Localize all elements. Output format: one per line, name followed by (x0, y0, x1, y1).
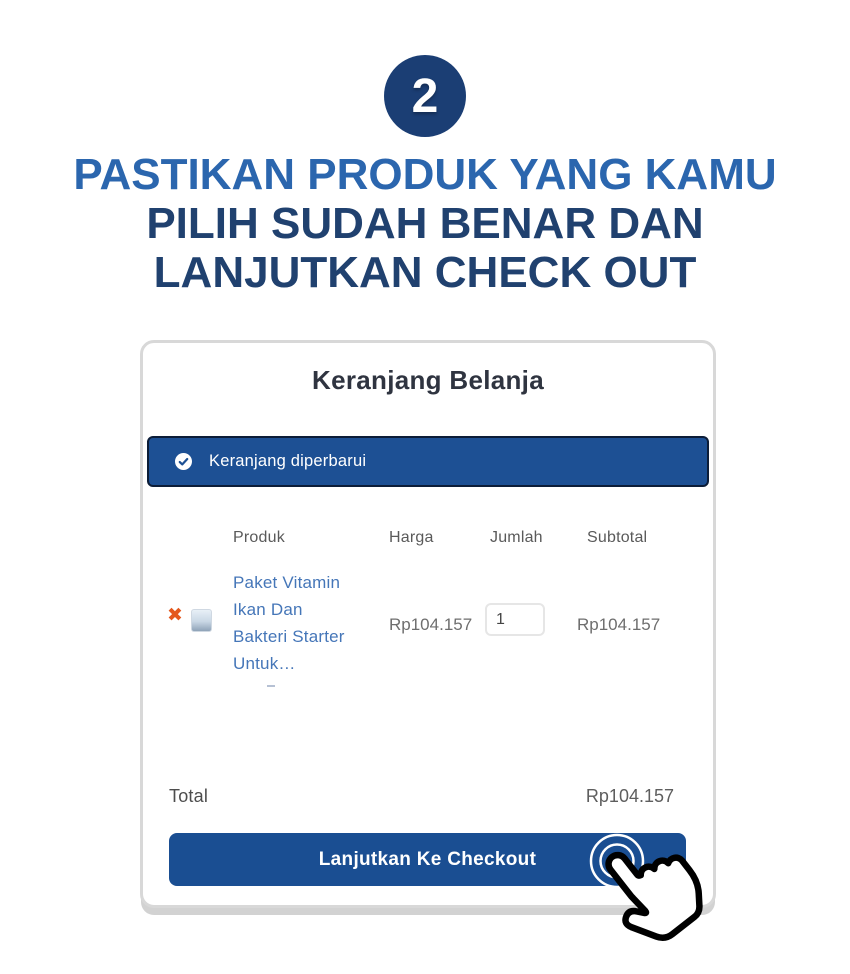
column-header-jumlah: Jumlah (490, 529, 543, 546)
column-header-subtotal: Subtotal (587, 529, 648, 546)
heading-line-1: PASTIKAN PRODUK YANG KAMU (73, 150, 777, 199)
page-title (0, 150, 850, 297)
remove-item-button[interactable]: ✖ (167, 604, 183, 626)
check-circle-icon (175, 453, 192, 470)
cart-card (140, 340, 716, 908)
product-name-link[interactable] (233, 569, 345, 677)
total-value: Rp104.157 (585, 786, 674, 806)
step-number: 2 (411, 69, 439, 123)
banner-text: Keranjang diperbarui (209, 452, 367, 470)
heading-line-3: LANJUTKAN CHECK OUT (153, 248, 697, 297)
subtotal-cell: Rp104.157 (577, 615, 661, 634)
column-header-harga: Harga (389, 529, 434, 546)
product-name-line: Untuk… (233, 654, 296, 673)
checkout-button[interactable]: Lanjutkan Ke Checkout (169, 833, 686, 886)
cart-title: Keranjang Belanja (312, 365, 544, 395)
cart-updated-banner (147, 436, 709, 487)
product-thumbnail[interactable] (191, 609, 212, 632)
column-header-produk: Produk (233, 529, 285, 546)
quantity-input[interactable] (485, 603, 545, 636)
step-number-badge (384, 55, 466, 137)
total-label: Total (169, 786, 209, 806)
truncated-text-dash (267, 685, 275, 687)
product-name-line: Bakteri Starter (233, 627, 345, 646)
price-cell: Rp104.157 (389, 615, 473, 634)
product-name-line: Paket Vitamin (233, 573, 341, 592)
product-name-line: Ikan Dan (233, 600, 303, 619)
heading-line-2: PILIH SUDAH BENAR DAN (146, 199, 704, 248)
